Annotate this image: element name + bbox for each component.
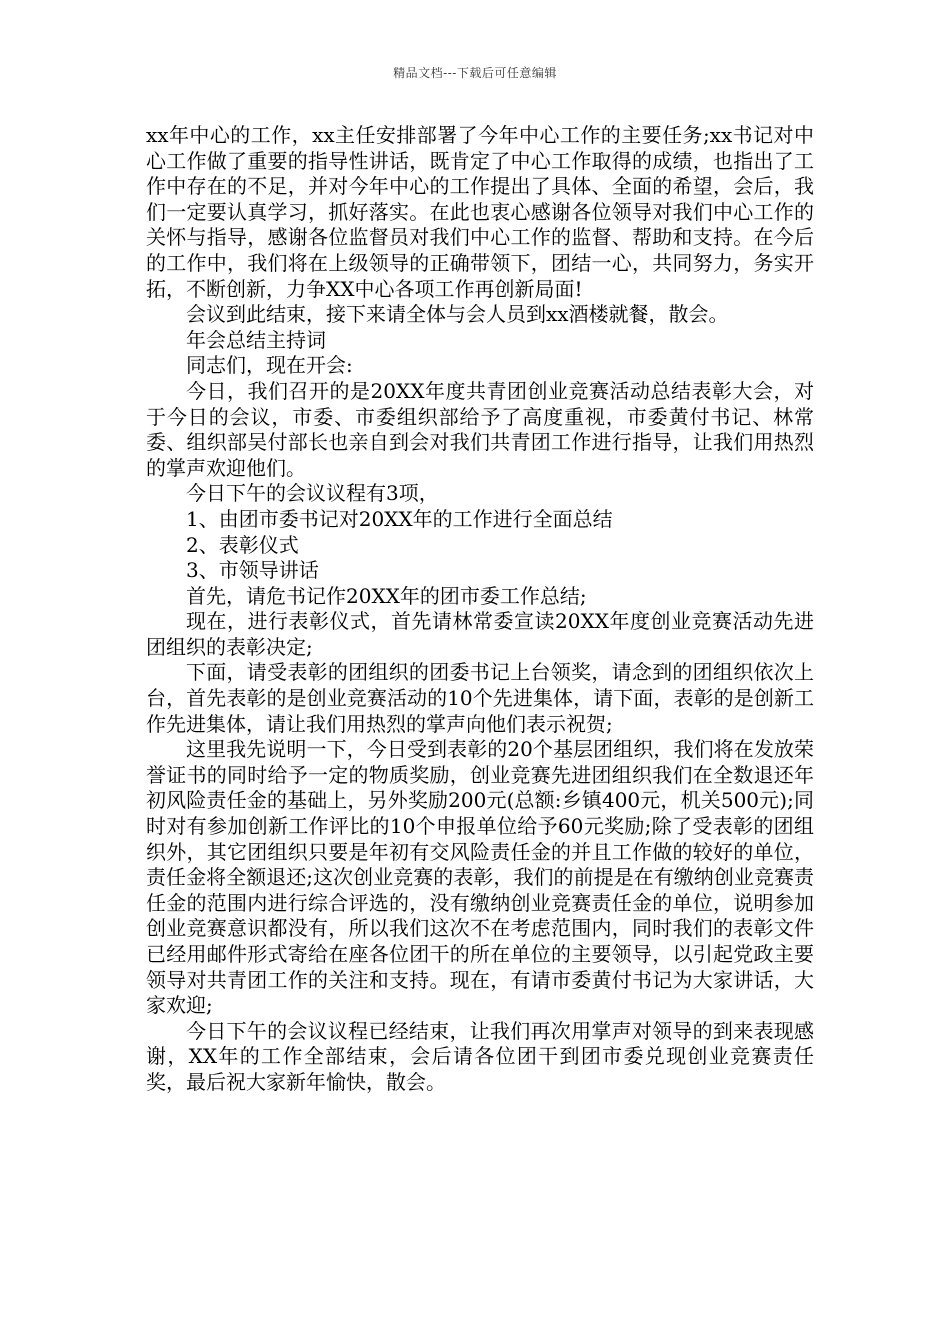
paragraph: 现在，进行表彰仪式，首先请林常委宣读20XX年度创业竞赛活动先进团组织的表彰决定;	[146, 609, 814, 659]
page-header: 精品文档---下载后可任意编辑	[393, 66, 557, 80]
paragraph: 今日下午的会议议程有3项，	[186, 481, 439, 506]
list-item: 1、由团市委书记对20XX年的工作进行全面总结	[186, 506, 613, 531]
list-item: 3、市领导讲话	[186, 558, 319, 583]
paragraph: 下面，请受表彰的团组织的团委书记上台领奖，请念到的团组织依次上台，首先表彰的是创业竞赛活动的10个先进集体，请下面，表彰的是创新工作先进集体，请让我们用热烈的掌声向他们表示祝贺;	[146, 660, 814, 736]
paragraph: 会议到此结束，接下来请全体与会人员到xx酒楼就餐，散会。	[186, 302, 729, 327]
paragraph: 今日，我们召开的是20XX年度共青团创业竞赛活动总结表彰大会，对于今日的会议，市委、市委组织部给予了高度重视，市委黄付书记、林常委、组织部吴付部长也亲自到会对我们共青团工作进行指导，让我们用热烈的掌声欢迎他们。	[146, 378, 814, 480]
list-item: 2、表彰仪式	[186, 532, 299, 557]
paragraph: 同志们，现在开会:	[186, 353, 353, 378]
section-heading: 年会总结主持词	[186, 327, 326, 352]
paragraph: 今日下午的会议议程已经结束，让我们再次用掌声对领导的到来表现感谢，XX年的工作全部结束，会后请各位团干到团市委兑现创业竞赛责任奖，最后祝大家新年愉快，散会。	[146, 1018, 814, 1094]
document-body	[146, 123, 814, 1096]
paragraph: xx年中心的工作，xx主任安排部署了今年中心工作的主要任务;xx书记对中心工作做了重要的指导性讲话，既肯定了中心工作取得的成绩，也指出了工作中存在的不足，并对今年中心的工作提出了具体、全面的希望，会后，我们一定要认真学习，抓好落实。在此也衷心感谢各位领导对我们中心工作的关怀与指导，感谢各位监督员对我们中心工作的监督、帮助和支持。在今后的工作中，我们将在上级领导的正确带领下，团结一心，共同努力，务实开拓，不断创新，力争XX中心各项工作再创新局面!	[146, 123, 814, 301]
paragraph: 首先，请危书记作20XX年的团市委工作总结;	[186, 583, 587, 608]
paragraph: 这里我先说明一下，今日受到表彰的20个基层团组织，我们将在发放荣誉证书的同时给予一定的物质奖励，创业竞赛先进团组织我们在全数退还年初风险责任金的基础上，另外奖励200元(总额:乡镇400元，机关500元);同时对有参加创新工作评比的10个申报单位给予60元奖励;除了受表彰的团组织外，其它团组织只要是年初有交风险责任金的并且工作做的较好的单位，责任金将全额退还;这次创业竞赛的表彰，我们的前提是在有缴纳创业竞赛责任金的范围内进行综合评选的，没有缴纳创业竞赛责任金的单位，说明参加创业竞赛意识都没有，所以我们这次不在考虑范围内，同时我们的表彰文件已经用邮件形式寄给在座各位团干的所在单位的主要领导，以引起党政主要领导对共青团工作的关注和支持。现在，有请市委黄付书记为大家讲话，大家欢迎;	[146, 737, 814, 1018]
